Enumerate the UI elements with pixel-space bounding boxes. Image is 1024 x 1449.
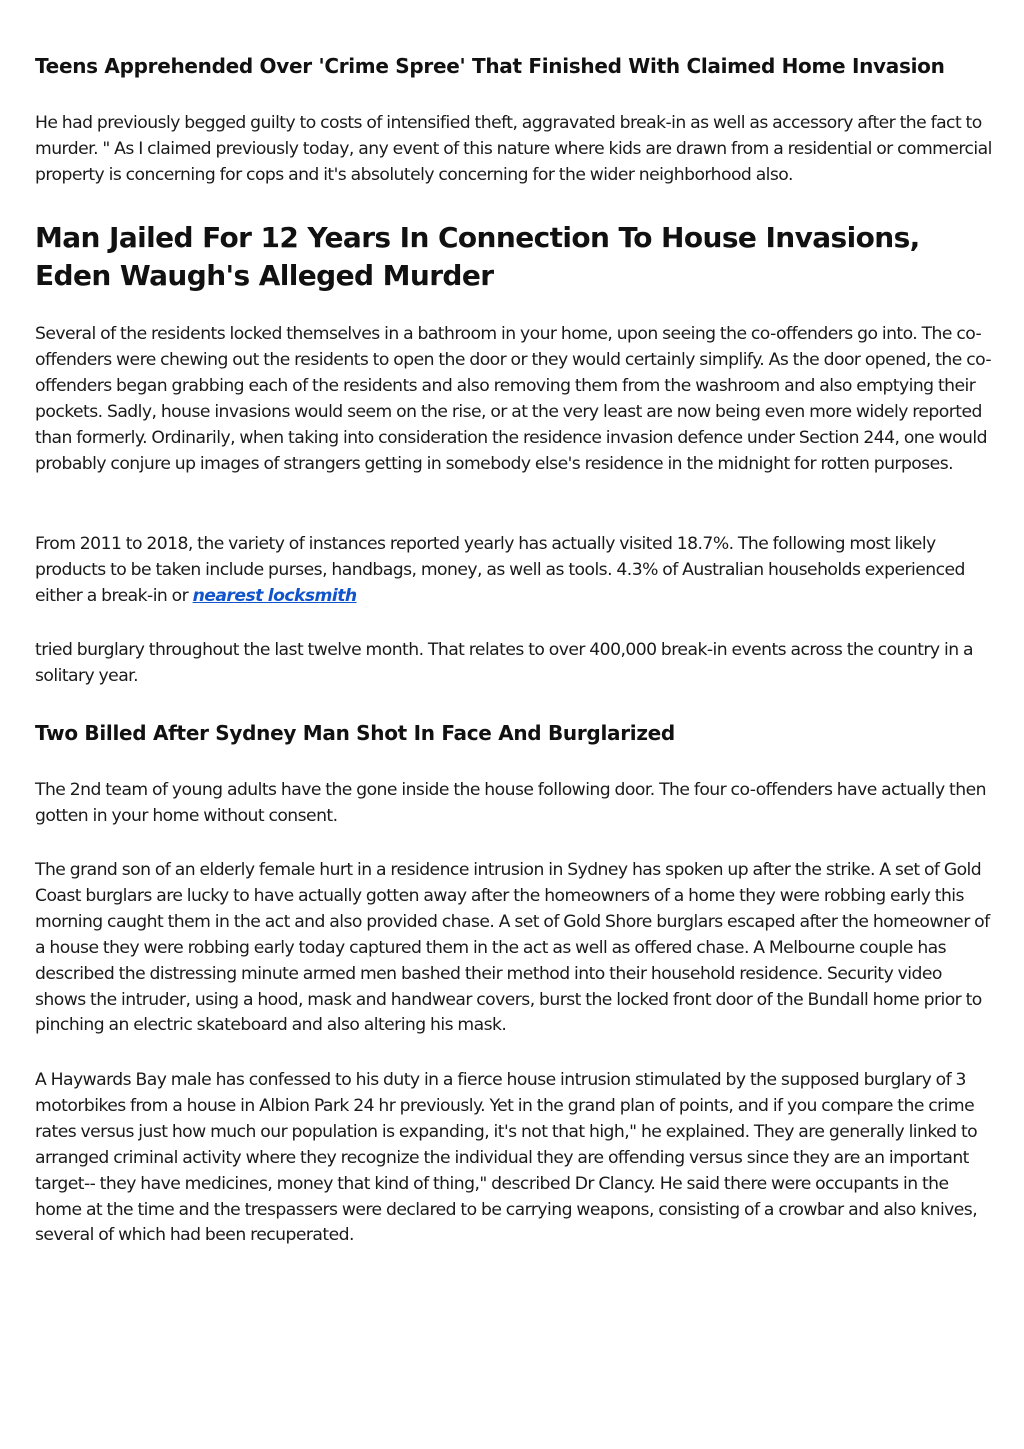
paragraph-young-adults: The 2nd team of young adults have the gone inside the house following door. The four co-offenders have actually then gotten in your home without consent. [35,780,986,826]
paragraph-guilty-plea: He had previously begged guilty to costs of intensified theft, aggravated break-in as well as accessory after the fact to murder. " As I claimed previously today, any event of this nature where kids are drawn from a residential or commercial property is concerning for cops and it's absolutely concerning for the wider neighborhood also. [35,113,992,185]
paragraph-statistics [35,532,993,610]
paragraph-residents-bathroom: Several of the residents locked themselves in a bathroom in your home, upon seeing the co-offenders go into. The co-offenders were chewing out the residents to open the door or they would certainly simplify. As the door opened, the co-offenders began grabbing each of the residents and also removing them from the washroom and also emptying their pockets. Sadly, house invasions would seem on the rise, or at the very least are now being even more widely reported than formerly. Ordinarily, when taking into consideration the residence invasion defence under Section 244, one would probably conjure up images of strangers getting in somebody else's residence in the midnight for rotten purposes. [35,324,992,474]
paragraph-sydney-intrusion: The grand son of an elderly female hurt in a residence intrusion in Sydney has spoken up after the strike. A set of Gold Coast burglars are lucky to have actually gotten away after the homeowners of a home they were robbing early this morning caught them in the act and also provided chase. A set of Gold Shore burglars escaped after the homeowner of a house they were robbing early today captured them in the act as well as offered chase. A Melbourne couple has described the distressing minute armed men bashed their method into their household residence. Security video shows the intruder, using a hood, mask and handwear covers, burst the locked front door of the Bundall home prior to pinching an electric skateboard and also altering his mask. [35,860,990,1036]
nearest-locksmith-link[interactable]: nearest locksmith [192,585,357,606]
section-heading-two-billed: Two Billed After Sydney Man Shot In Face And Burglarized [35,721,675,745]
section-heading-man-jailed: Man Jailed For 12 Years In Connection To House Invasions, Eden Waugh's Alleged Murder [35,221,920,292]
paragraph-burglary-events: tried burglary throughout the last twelve month. That relates to over 400,000 break-in events across the country in a solitary year. [35,640,973,686]
paragraph-statistics-text: From 2011 to 2018, the variety of instances reported yearly has actually visited 18.7%. The following most likely products to be taken include purses, handbags, money, as well as tools. 4.3% of Australian households experienced either a break-in or [35,534,965,606]
section-heading-teens: Teens Apprehended Over 'Crime Spree' That Finished With Claimed Home Invasion [35,54,945,78]
paragraph-haywards-bay: A Haywards Bay male has confessed to his duty in a fierce house intrusion stimulated by the supposed burglary of 3 motorbikes from a house in Albion Park 24 hr previously. Yet in the grand plan of points, and if you compare the crime rates versus just how much our population is expanding, it's not that high," he explained. They are generally linked to arranged criminal activity where they recognize the individual they are offending versus since they are an important target-- they have medicines, money that kind of thing," described Dr Clancy. He said there were occupants in the home at the time and the trespassers were declared to be carrying weapons, consisting of a crowbar and also knives, several of which had been recuperated. [35,1070,978,1246]
